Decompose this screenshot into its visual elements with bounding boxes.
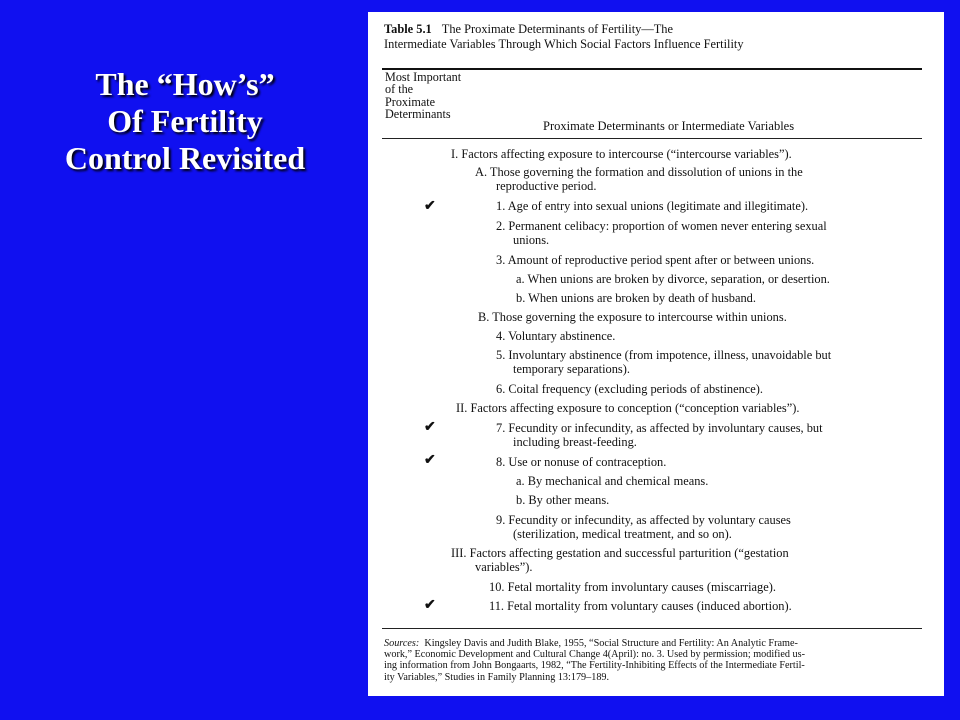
table-top-rule <box>382 68 922 70</box>
slide-title-line-1: The “How’s” <box>95 66 275 102</box>
slide-title-line-3: Control Revisited <box>64 140 306 176</box>
table-line: B. Those governing the exposure to intercourse within unions. <box>478 310 787 324</box>
column-header-most-important <box>385 71 505 121</box>
sources-line: work,” Economic Development and Cultural Change 4(April): no. 3. Used by permission; modified us- <box>384 649 806 661</box>
check-mark-icon: ✔ <box>424 598 436 613</box>
sources-line: Kingsley Davis and Judith Blake, 1955, “Social Structure and Fertility: An Analytic Frame- <box>424 638 798 649</box>
table-line: 6. Coital frequency (excluding periods of abstinence). <box>496 382 763 396</box>
table-line: 1. Age of entry into sexual unions (legitimate and illegitimate). <box>496 199 809 213</box>
table-title-line-2: Intermediate Variables Through Which Social Factors Influence Fertility <box>384 37 744 51</box>
table-line: II. Factors affecting exposure to conception (“conception variables”). <box>456 401 800 415</box>
table-line: a. When unions are broken by divorce, separation, or desertion. <box>516 272 830 286</box>
table-bottom-rule <box>382 628 922 629</box>
sources-label: Sources: <box>384 638 420 649</box>
table-line: temporary separations). <box>513 362 630 376</box>
table-line: A. Those governing the formation and dissolution of unions in the <box>475 165 803 179</box>
table-line: 5. Involuntary abstinence (from impotence, illness, unavoidable but <box>496 348 832 362</box>
table-line: unions. <box>513 233 550 247</box>
table-line: including breast-feeding. <box>513 435 637 449</box>
column-header-left-line: Most Important <box>385 70 462 84</box>
table-line: 10. Fetal mortality from involuntary causes (miscarriage). <box>489 580 776 594</box>
check-mark-icon: ✔ <box>424 453 436 468</box>
table-line: 8. Use or nonuse of contraception. <box>496 455 667 469</box>
table-line: 2. Permanent celibacy: proportion of women never entering sexual <box>496 219 827 233</box>
table-line: (sterilization, medical treatment, and so on). <box>513 527 732 541</box>
table-line: 4. Voluntary abstinence. <box>496 329 616 343</box>
check-mark-icon: ✔ <box>424 420 436 435</box>
table-number: Table 5.1 <box>384 22 432 36</box>
column-header-proximate-determinants: Proximate Determinants or Intermediate Variables <box>543 119 795 133</box>
sources-line: ity Variables,” Studies in Family Planning 13:179–189. <box>384 671 610 683</box>
sources-note <box>384 638 934 683</box>
sources-line: ing information from John Bongaarts, 1982, “The Fertility-Inhibiting Effects of the Intermediate Fertil- <box>384 660 805 672</box>
column-header-left-line: Determinants <box>385 107 451 122</box>
check-mark-icon: ✔ <box>424 199 436 214</box>
table-line: b. When unions are broken by death of husband. <box>516 291 756 305</box>
table-line: b. By other means. <box>516 493 610 507</box>
table-line: 9. Fecundity or infecundity, as affected by voluntary causes <box>496 513 791 527</box>
scanned-table-page <box>368 12 944 696</box>
table-line: 7. Fecundity or infecundity, as affected by involuntary causes, but <box>496 421 823 435</box>
table-line: III. Factors affecting gestation and successful parturition (“gestation <box>451 546 789 560</box>
table-line: variables”). <box>475 560 533 574</box>
table-line: 11. Fetal mortality from voluntary causes (induced abortion). <box>489 599 792 613</box>
table-title-line-1: The Proximate Determinants of Fertility—The <box>441 22 673 36</box>
table-line: 3. Amount of reproductive period spent after or between unions. <box>496 253 815 267</box>
column-header-left-line: Proximate <box>385 94 436 109</box>
header-bottom-rule <box>382 138 922 139</box>
table-line: I. Factors affecting exposure to intercourse (“intercourse variables”). <box>451 147 792 161</box>
slide-title <box>40 66 330 177</box>
table-line: reproductive period. <box>496 179 597 193</box>
column-header-left-line: of the <box>385 82 414 97</box>
slide-title-line-2: Of Fertility <box>107 103 263 139</box>
table-line: a. By mechanical and chemical means. <box>516 474 709 488</box>
table-caption <box>384 22 744 52</box>
